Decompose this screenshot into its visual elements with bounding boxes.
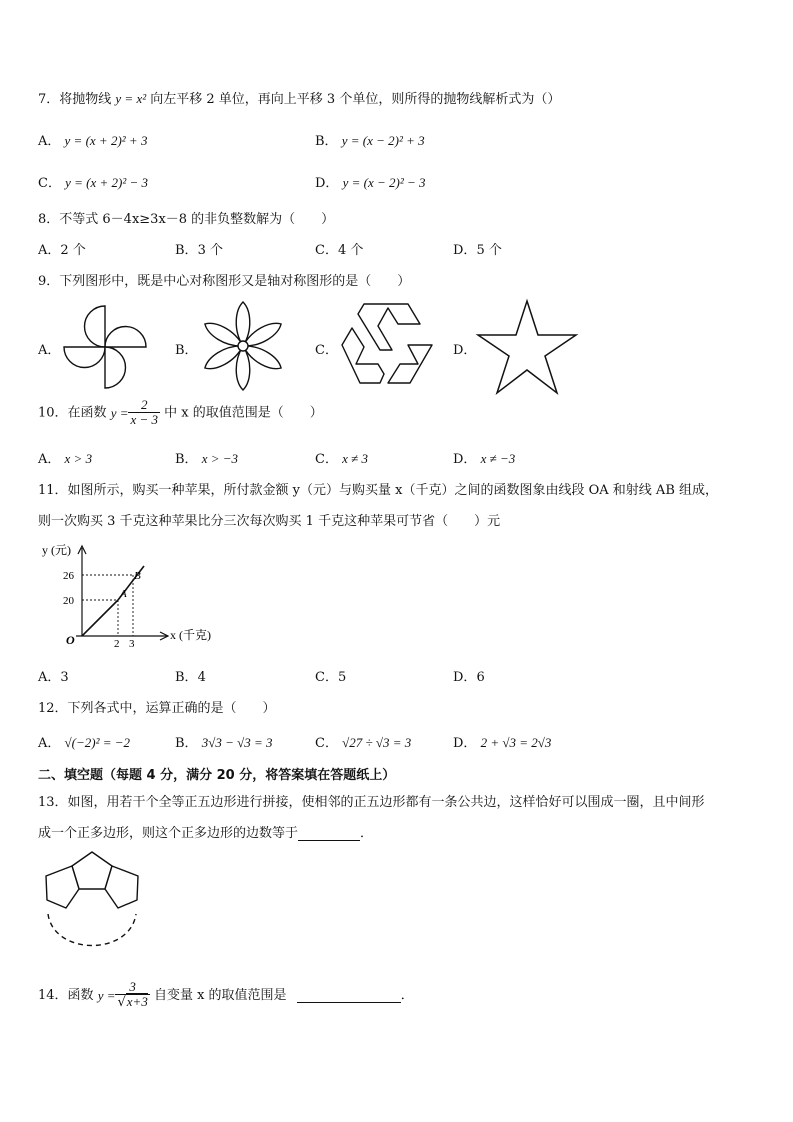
option-label: D． — [453, 243, 477, 258]
graph-xtick-3: 3 — [129, 638, 135, 648]
graph-point-b: B — [134, 570, 141, 582]
option-text: y = (x + 2)² − 3 — [65, 175, 149, 190]
option-text: 3 个 — [197, 243, 223, 258]
graph-ylabel: y (元) — [42, 543, 71, 557]
q10-fraction — [128, 398, 160, 428]
q7-stem-math: y = x² — [115, 91, 147, 106]
option-text: 4 个 — [337, 243, 364, 258]
q7-option-c[interactable] — [38, 172, 148, 191]
q10-option-a[interactable] — [38, 448, 92, 467]
q13-line2-pre: 成一个正多边形，则这个正多边形的边数等于 — [38, 826, 299, 841]
q14-stem-post: 自变量 x 的取值范围是 — [149, 987, 287, 1003]
q10-y-eq: y = — [110, 405, 129, 421]
q7-option-b[interactable] — [315, 130, 425, 149]
fraction-denominator: √x+3 — [117, 994, 148, 1011]
option-text: 5 — [337, 670, 347, 685]
q14-stem-pre: 14．函数 — [38, 987, 98, 1003]
q9-option-b-label[interactable]: B． — [175, 343, 198, 358]
q11-option-c[interactable] — [315, 666, 346, 685]
q10-option-d[interactable] — [453, 448, 515, 467]
graph-xlabel: x (千克) — [170, 628, 211, 642]
q7-option-a[interactable] — [38, 130, 147, 149]
option-label: B． — [175, 736, 198, 751]
q12-option-a[interactable] — [38, 732, 130, 751]
fraction-numerator: 2 — [141, 397, 148, 412]
q10-stem-pre: 10．在函数 — [38, 405, 111, 421]
q7-option-d[interactable] — [315, 172, 426, 191]
option-text: y = (x − 2)² − 3 — [342, 175, 426, 190]
q13-stem-line2 — [38, 822, 373, 841]
option-label: A． — [38, 452, 61, 467]
graph-ytick-26: 26 — [63, 570, 74, 582]
option-text: √(−2)² = −2 — [64, 735, 131, 750]
pinwheel-figure[interactable] — [58, 300, 152, 394]
q12-stem: 12．下列各式中，运算正确的是（ ） — [38, 701, 276, 716]
option-label: C． — [315, 452, 338, 467]
pentagon-ring-figure — [36, 848, 148, 966]
option-label: C． — [315, 736, 338, 751]
option-label: A． — [38, 134, 61, 149]
flower-figure[interactable] — [197, 300, 289, 392]
option-text: x ≠ −3 — [480, 451, 516, 466]
q7-stem-post: 向左平移 2 单位，再向上平移 3 个单位，则所得的抛物线解析式为（） — [146, 92, 561, 107]
q9-option-a-label[interactable]: A． — [38, 343, 61, 358]
option-text: 2 + √3 = 2√3 — [480, 735, 552, 750]
q8-option-d[interactable] — [453, 239, 502, 258]
q13-stem-line1: 13．如图，用若干个全等正五边形进行拼接，使相邻的正五边形都有一条公共边，这样恰好可以围成一圈，且中间形 — [38, 795, 705, 810]
q8-option-a[interactable] — [38, 239, 86, 258]
q12-option-b[interactable] — [175, 732, 273, 751]
q10-option-b[interactable] — [175, 448, 238, 467]
q9-option-d-label[interactable]: D． — [453, 343, 477, 358]
option-label: B． — [175, 243, 198, 258]
q12-option-d[interactable] — [453, 732, 551, 751]
graph-xtick-2: 2 — [114, 638, 120, 648]
q14-answer-blank[interactable] — [297, 988, 401, 1003]
q11-option-b[interactable] — [175, 666, 206, 685]
q12-option-c[interactable] — [315, 732, 411, 751]
option-text: y = (x + 2)² + 3 — [64, 133, 148, 148]
q9-option-c-label[interactable]: C． — [315, 343, 338, 358]
option-label: C． — [315, 243, 338, 258]
option-label: D． — [453, 670, 477, 685]
option-label: D． — [453, 736, 477, 751]
q10-stem-post: 中 x 的取值范围是（ ） — [160, 405, 323, 421]
option-label: B． — [175, 670, 198, 685]
option-text: 4 — [197, 670, 206, 685]
q13-answer-blank[interactable] — [298, 826, 360, 841]
q14-y-eq: y = — [97, 987, 116, 1003]
section-heading — [38, 764, 395, 783]
option-text: 5 个 — [476, 243, 502, 258]
option-text: √27 ÷ √3 = 3 — [342, 735, 412, 750]
option-label: A． — [38, 736, 61, 751]
option-label: B． — [175, 452, 198, 467]
section-title: 二、填空题（每题 4 分，满分 20 分，将答案填在答题纸上） — [38, 768, 396, 783]
option-text: y = (x − 2)² + 3 — [341, 133, 425, 148]
option-label: C． — [315, 670, 338, 685]
q14-end: ． — [400, 987, 414, 1003]
fraction-numerator: 3 — [129, 979, 136, 994]
graph-ytick-20: 20 — [63, 595, 74, 607]
graph-point-a: A — [120, 588, 127, 600]
option-label: A． — [38, 243, 61, 258]
fraction-denominator: x − 3 — [130, 412, 159, 428]
sqrt-radicand: x+3 — [126, 994, 148, 1010]
option-text: 2 个 — [60, 243, 86, 258]
q11-option-d[interactable] — [453, 666, 485, 685]
option-text: x > −3 — [201, 451, 239, 466]
q11-stem-line2: 则一次购买 3 千克这种苹果比分三次每次购买 1 千克这种苹果可节省（ ）元 — [38, 514, 501, 529]
option-label: B． — [315, 134, 338, 149]
q9-stem: 9．下列图形中，既是中心对称图形又是轴对称图形的是（ ） — [38, 274, 411, 289]
q13-line2-post: ． — [360, 826, 374, 841]
option-label: C． — [38, 176, 61, 191]
option-label: D． — [453, 452, 477, 467]
option-text: 6 — [476, 670, 485, 685]
q11-option-a[interactable] — [38, 666, 69, 685]
recycle-hexagon-figure[interactable] — [338, 302, 434, 388]
q8-stem: 8．不等式 6－4x≥3x－8 的非负整数解为（ ） — [38, 212, 335, 227]
q11-stem-line1: 11．如图所示，购买一种苹果，所付款金额 y（元）与购买量 x（千克）之间的函数图象由线段 OA 和射线 AB 组成， — [38, 483, 718, 498]
option-label: D． — [315, 176, 339, 191]
star-figure[interactable] — [474, 298, 580, 396]
q10-option-c[interactable] — [315, 448, 368, 467]
option-text: 3 — [60, 670, 69, 685]
q8-option-c[interactable] — [315, 239, 363, 258]
q14-fraction — [115, 980, 149, 1011]
graph-origin-label: O — [66, 633, 75, 647]
q14-stem — [38, 980, 414, 1011]
q7-stem — [38, 88, 560, 107]
q8-option-b[interactable] — [175, 239, 223, 258]
q10-stem — [38, 398, 323, 428]
option-text: x > 3 — [64, 451, 93, 466]
q11-graph — [36, 540, 216, 648]
option-text: 3√3 − √3 = 3 — [201, 735, 273, 750]
q7-stem-pre: 7．将抛物线 — [38, 92, 116, 107]
option-label: A． — [38, 670, 61, 685]
option-text: x ≠ 3 — [342, 451, 368, 466]
